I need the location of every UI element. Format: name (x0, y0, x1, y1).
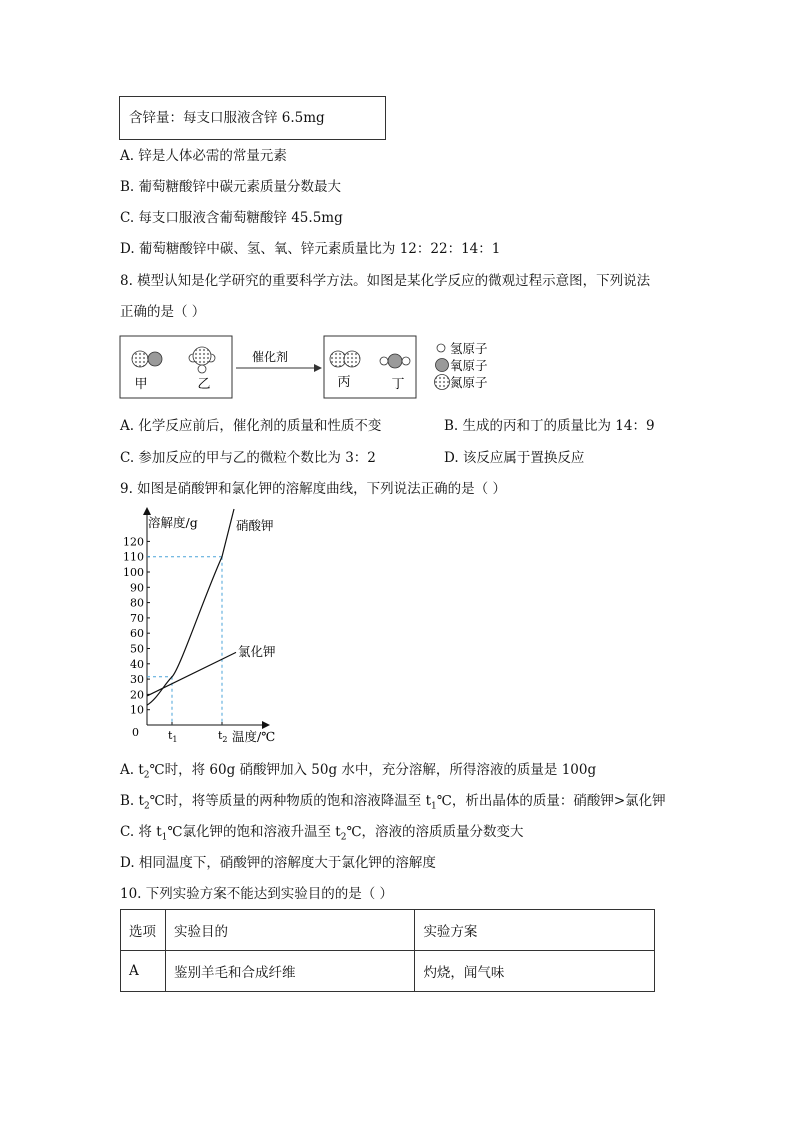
q7-option-c: C. 每支口服液含葡萄糖酸锌 45.5mg (120, 210, 343, 226)
y-axis-arrow (143, 507, 151, 515)
q10-header-plan: 实验方案 (415, 910, 655, 951)
x-axis-label: 温度/℃ (232, 729, 276, 744)
y-axis-label: 溶解度/g (148, 515, 198, 530)
q8-option-a: A. 化学反应前后，催化剂的质量和性质不变 (120, 418, 382, 434)
q9-option-d: D. 相同温度下，硝酸钾的溶解度大于氯化钾的溶解度 (120, 855, 436, 871)
label-catalyst: 催化剂 (251, 350, 289, 364)
series-line-kcl (147, 652, 236, 696)
legend-hydrogen-label: 氢原子 (450, 341, 488, 356)
q9-option-c (120, 823, 524, 847)
q9-option-b (120, 792, 666, 816)
origin-label: 0 (132, 726, 139, 739)
q9-option-b-pre: B. t (120, 793, 144, 809)
molecule-ding-h-atom-2 (402, 357, 410, 365)
molecule-jia-n-atom (132, 351, 148, 367)
q8-option-b: B. 生成的丙和丁的质量比为 14：9 (444, 418, 655, 434)
molecule-yi-h-atom-3 (198, 365, 206, 373)
q9-option-a-post: ℃时，将 60g 硝酸钾加入 50g 水中，充分溶解，所得溶液的质量是 100g (149, 762, 597, 778)
zinc-info-text: 含锌量：每支口服液含锌 6.5mg (129, 110, 325, 126)
reaction-arrow-head (314, 364, 322, 372)
molecule-ding-o-atom (388, 354, 402, 368)
q7-option-d: D. 葡萄糖酸锌中碳、氢、氧、锌元素质量比为 12：22：14：1 (120, 241, 501, 257)
y-tick-label-40: 40 (130, 657, 144, 671)
y-tick-label-120: 120 (123, 535, 144, 549)
y-tick-label-110: 110 (123, 550, 144, 564)
y-tick-label-70: 70 (130, 611, 144, 625)
q7-option-a: A. 锌是人体必需的常量元素 (120, 148, 287, 164)
q10-header-option: 选项 (121, 910, 166, 951)
zinc-info-box (119, 96, 386, 140)
molecule-yi-n-atom (193, 347, 211, 365)
q9-option-a (120, 761, 596, 785)
reaction-diagram (118, 332, 518, 402)
q9-option-c-sub: 1 (161, 832, 168, 843)
q10-stem: 10. 下列实验方案不能达到实验目的的是（ ） (120, 886, 394, 902)
q9-option-c-pre: C. 将 t (120, 824, 162, 840)
x-tick-label-t1: $t_1$ (168, 729, 178, 744)
q10-table-row (121, 951, 655, 992)
q7-option-b: B. 葡萄糖酸锌中碳元素质量分数最大 (120, 179, 342, 195)
series-label-kcl: 氯化钾 (238, 644, 276, 659)
q9-option-c-mid: ℃氯化钾的饱和溶液升温至 t (167, 824, 341, 840)
q9-option-a-sub: 2 (143, 770, 150, 781)
y-tick-label-90: 90 (130, 581, 144, 595)
q10-cell-option: A (121, 951, 166, 992)
legend-oxygen-label: 氧原子 (450, 358, 488, 373)
q8-option-c: C. 参加反应的甲与乙的微粒个数比为 3：2 (120, 450, 376, 466)
label-bing: 丙 (337, 375, 351, 390)
legend-nitrogen-icon (435, 375, 450, 390)
y-tick-label-20: 20 (130, 688, 144, 702)
q10-cell-plan: 灼烧，闻气味 (415, 951, 655, 992)
series-label-kno3: 硝酸钾 (236, 518, 274, 533)
molecule-ding-h-atom-1 (380, 357, 388, 365)
legend-nitrogen-label: 氮原子 (450, 375, 488, 390)
q9-option-b-post: ℃，析出晶体的质量：硝酸钾>氯化钾 (436, 793, 666, 809)
q9-option-c-post: ℃，溶液的溶质质量分数变大 (346, 824, 524, 840)
x-tick-label-t2: $t_2$ (218, 729, 228, 744)
y-tick-label-50: 50 (130, 642, 144, 656)
q9-option-c-sub2: 2 (340, 832, 347, 843)
q9-option-a-pre: A. t (120, 762, 144, 778)
label-yi: 乙 (197, 377, 211, 392)
q10-cell-purpose: 鉴别羊毛和合成纤维 (165, 951, 414, 992)
y-tick-label-30: 30 (130, 673, 144, 687)
label-jia: 甲 (134, 377, 148, 392)
q9-option-b-sub2: 1 (431, 801, 437, 812)
molecule-jia-o-atom (148, 352, 162, 366)
y-tick-label-60: 60 (130, 627, 144, 641)
q10-table (120, 909, 655, 992)
y-tick-label-10: 10 (130, 703, 144, 717)
q9-stem: 9. 如图是硝酸钾和氯化钾的溶解度曲线，下列说法正确的是（ ） (120, 481, 506, 497)
series-line-kno3 (147, 509, 234, 705)
q9-option-b-mid: ℃时，将等质量的两种物质的饱和溶液降温至 t (149, 793, 431, 809)
y-tick-label-100: 100 (123, 566, 144, 579)
legend-hydrogen-icon (437, 344, 445, 352)
q10-table-header-row (121, 910, 655, 951)
molecule-bing-n-atom-2 (344, 351, 360, 367)
q8-stem-line2: 正确的是（ ） (120, 304, 206, 320)
q8-option-d: D. 该反应属于置换反应 (444, 450, 585, 466)
legend-oxygen-icon (436, 359, 449, 372)
label-ding: 丁 (391, 377, 405, 392)
q10-header-purpose: 实验目的 (165, 910, 414, 951)
x-axis-arrow (262, 721, 270, 729)
y-tick-label-80: 80 (130, 596, 144, 610)
q8-stem-line1: 8. 模型认知是化学研究的重要科学方法。如图是某化学反应的微观过程示意图，下列说法 (120, 273, 651, 289)
q9-option-b-sub: 2 (143, 801, 150, 812)
solubility-chart (118, 505, 298, 750)
